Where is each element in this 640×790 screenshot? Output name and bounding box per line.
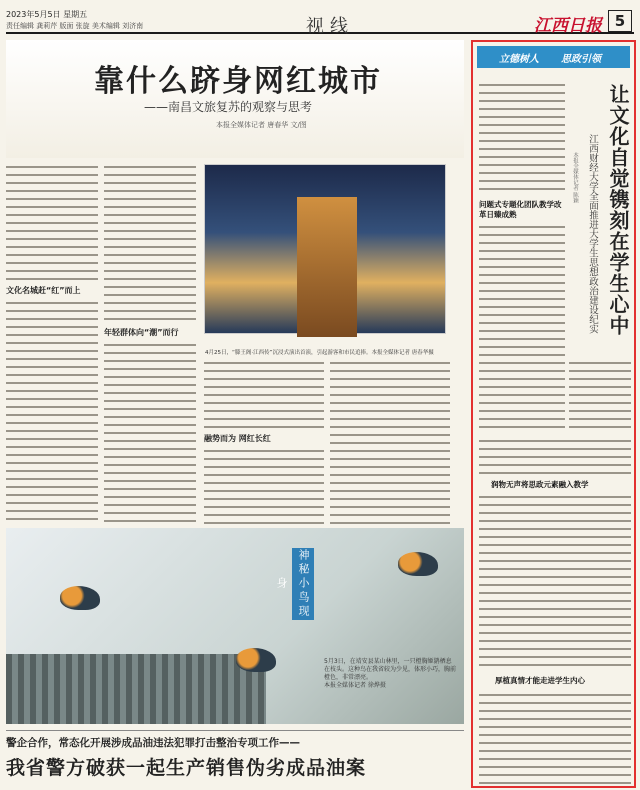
stage-performance-photo — [204, 164, 446, 356]
sidebar-text-4 — [479, 494, 631, 670]
bottom-story — [6, 730, 464, 786]
main-feature — [6, 40, 464, 724]
page-header — [6, 10, 634, 37]
sidebar-banner — [477, 46, 630, 68]
bird-photo-title: 神秘小鸟现身 — [292, 548, 314, 620]
sidebar-section-head-1: 问题式专题化团队教学改革日臻成熟 — [479, 200, 562, 219]
page-number: 5 — [608, 10, 632, 32]
section-head-2: 年轻群体向“潮”而行 — [104, 328, 179, 337]
sidebar-subtitle: 江西财经大学全面推进大学生思想政治建设纪实 — [587, 134, 598, 334]
feature-headline-block — [6, 40, 464, 158]
pavilion-graphic — [297, 197, 357, 337]
stage-photo-caption: 4月25日，“滕王阁·江西传”沉浸式演出首演，引起游客和市民追捧。本报全媒体记者 唐春华摄 — [205, 350, 434, 356]
bird-photo-credit: 本报全媒体记者 徐烨摄 — [324, 682, 386, 689]
feature-text-column-2 — [104, 164, 196, 524]
sidebar-text-3 — [479, 438, 631, 474]
banner-text-left: 立德树人 — [499, 54, 539, 65]
sidebar-text-2 — [569, 360, 631, 434]
sidebar-byline: 本报全媒体记者 陈颖 — [572, 152, 578, 204]
roof-tiles-graphic — [6, 654, 266, 724]
editor-credits: 责任编辑 龚莉芹 版面 张旋 美术编辑 刘济南 — [6, 22, 144, 30]
bird-photo-caption-box — [324, 658, 456, 718]
bird-photo-caption: 5月3日，在靖安县某山林里，一只橙胸姬鹟栖息在枝头。这种鸟在我省较为少见，体形小巧，胸前橙色，非常漂亮。 — [324, 658, 457, 681]
feature-text-column-3 — [204, 360, 324, 524]
sidebar-lead-text — [479, 82, 565, 192]
sidebar-text-1 — [479, 224, 565, 434]
sidebar-title: 让文化自觉镌刻在学生心中 — [606, 84, 630, 336]
banner-text-right: 思政引领 — [561, 54, 601, 65]
section-head-3: 融势而为 网红长红 — [204, 434, 271, 443]
newspaper-logo: 江西日报 — [534, 16, 602, 36]
sidebar-text-5 — [479, 692, 631, 784]
issue-date: 2023年5月5日 星期五 — [6, 10, 88, 19]
bottom-story-kicker: 警企合作，常态化开展涉成品油违法犯罪打击整治专项工作—— — [6, 737, 300, 749]
feature-text-column-4 — [330, 360, 450, 524]
sidebar-section-head-3: 厚植真情才能走进学生内心 — [495, 676, 585, 685]
bottom-story-title: 我省警方破获一起生产销售伪劣成品油案 — [6, 757, 367, 779]
sidebar-section-head-2: 润物无声将思政元素融入教学 — [491, 480, 589, 489]
bird-graphic — [60, 586, 100, 610]
feature-byline: 本报全媒体记者 唐春华 文/图 — [216, 121, 307, 129]
section-head-1: 文化名城赶“红”而上 — [6, 286, 81, 295]
bird-graphic — [236, 648, 276, 672]
feature-text-column-1 — [6, 164, 98, 524]
feature-title: 靠什么跻身网红城市 — [94, 64, 382, 99]
bird-photo — [6, 528, 464, 724]
feature-subtitle: ——南昌文旅复苏的观察与思考 — [144, 100, 313, 114]
sidebar-article — [471, 40, 636, 788]
bird-graphic — [398, 552, 438, 576]
column-name: 视线 — [306, 16, 354, 37]
